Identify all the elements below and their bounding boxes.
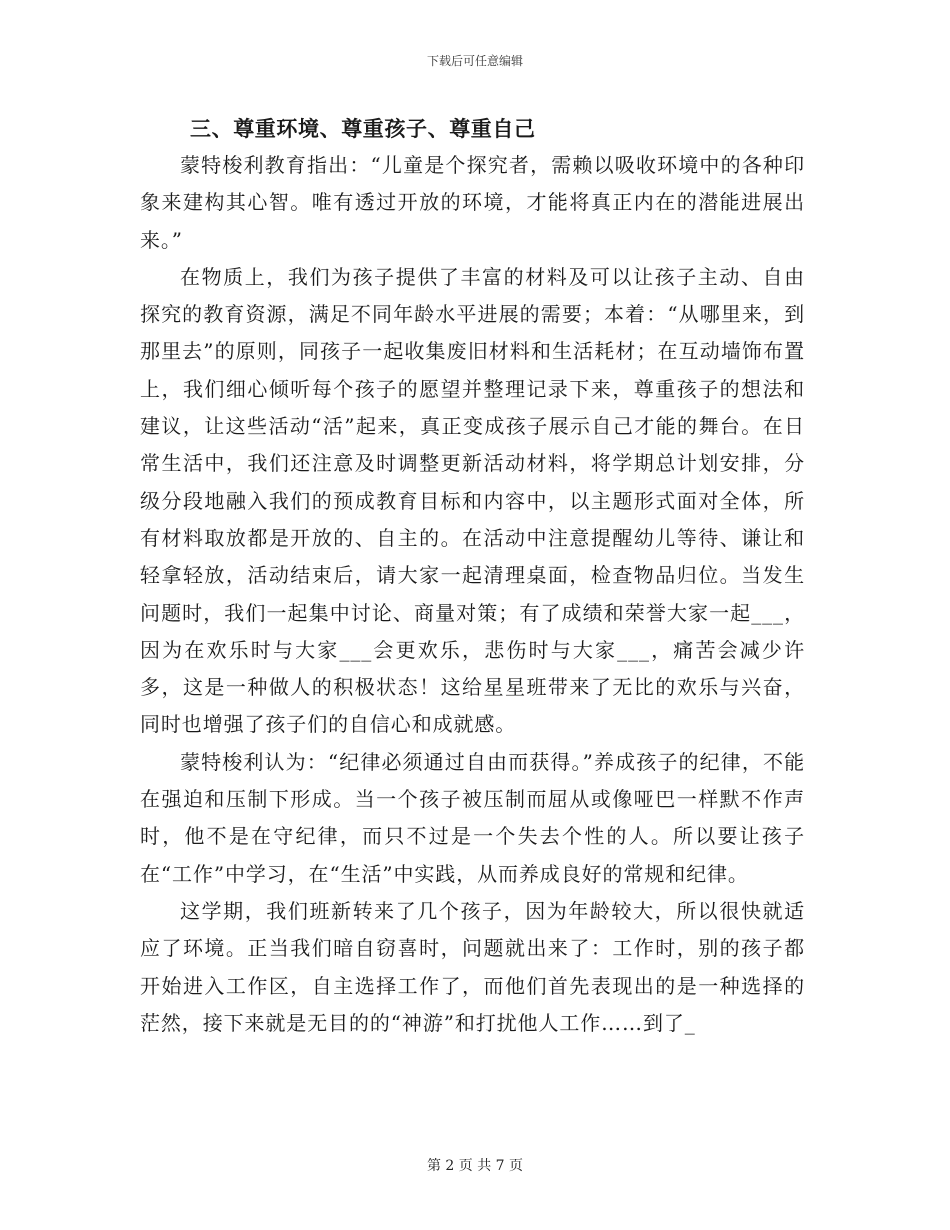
paragraph-quote-environment: 蒙特梭利教育指出：“儿童是个探究者，需赖以吸收环境中的各种印象来建构其心智。唯有透过开放的环境，才能将真正内在的潜能进展出来。” xyxy=(140,153,805,252)
section-title: 三、尊重环境、尊重孩子、尊重自己 xyxy=(190,116,536,141)
page-header-note: 下载后可任意编辑 xyxy=(426,54,523,68)
page-number: 第 2 页 共 7 页 xyxy=(426,1158,524,1174)
paragraph-new-children: 这学期，我们班新转来了几个孩子，因为年龄较大，所以很快就适应了环境。正当我们暗自窃喜时，问题就出来了：工作时，别的孩子都开始进入工作区，自主选择工作了，而他们首先表现出的是一种选择的茫然，接下来就是无目的的“神游”和打扰他人工作……到了_ xyxy=(140,898,805,1035)
paragraph-discipline: 蒙特梭利认为：“纪律必须通过自由而获得。”养成孩子的纪律，不能在强迫和压制下形成。当一个孩子被压制而屈从或像哑巴一样默不作声时，他不是在守纪律，而只不过是一个失去个性的人。所以要让孩子在“工作”中学习，在“生活”中实践，从而养成良好的常规和纪律。 xyxy=(140,749,805,886)
document-body xyxy=(140,110,805,1042)
paragraph-material-resources: 在物质上，我们为孩子提供了丰富的材料及可以让孩子主动、自由探究的教育资源，满足不同年龄水平进展的需要；本着：“从哪里来，到那里去”的原则，同孩子一起收集废旧材料和生活耗材；在互动墙饰布置上，我们细心倾听每个孩子的愿望并整理记录下来，尊重孩子的想法和建议，让这些活动“活”起来，真正变成孩子展示自己才能的舞台。在日常生活中，我们还注意及时调整更新活动材料，将学期总计划安排，分级分段地融入我们的预成教育目标和内容中，以主题形式面对全体，所有材料取放都是开放的、自主的。在活动中注意提醒幼儿等待、谦让和轻拿轻放，活动结束后，请大家一起清理桌面，检查物品归位。当发生问题时，我们一起集中讨论、商量对策；有了成绩和荣誉大家一起___，因为在欢乐时与大家___会更欢乐，悲伤时与大家___，痛苦会减少许多，这是一种做人的积极状态！这给星星班带来了无比的欢乐与兴奋，同时也增强了孩子们的自信心和成就感。 xyxy=(140,264,805,737)
